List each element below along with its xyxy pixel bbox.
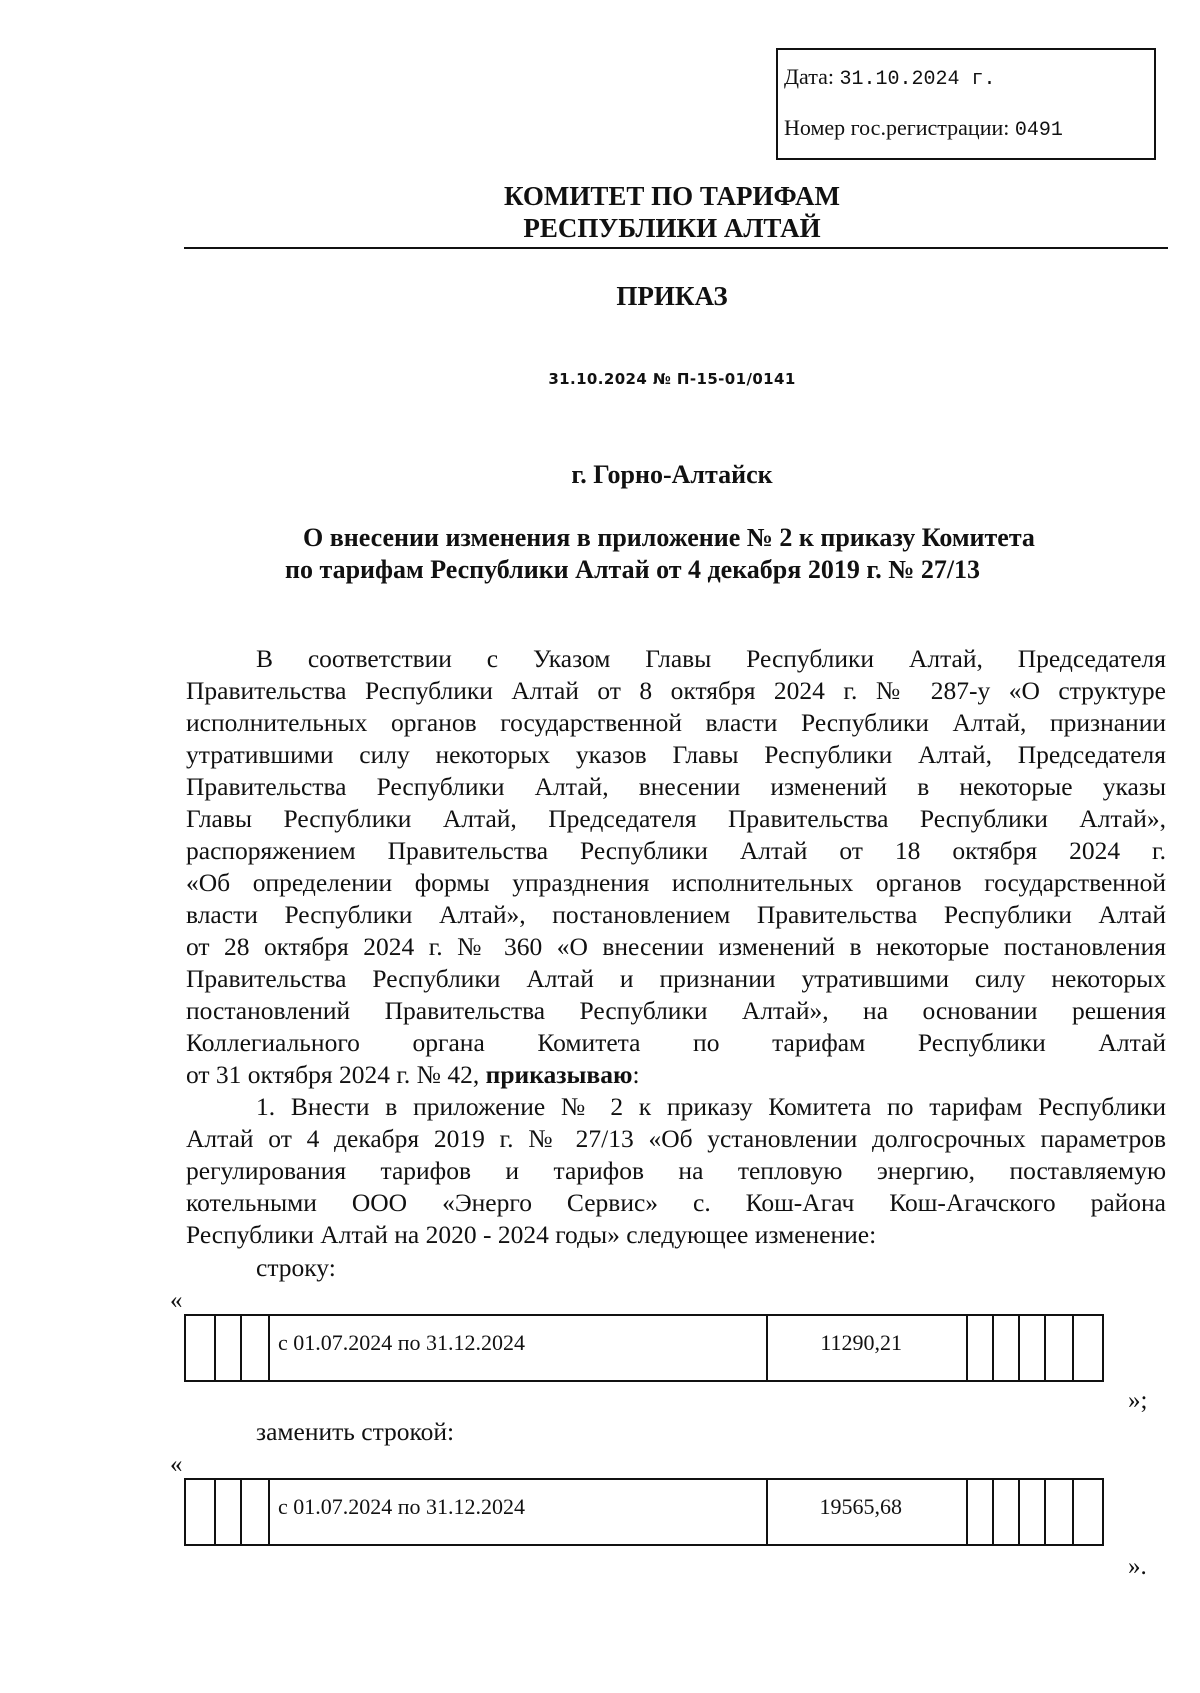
- column-divider: [766, 1316, 768, 1380]
- preamble-line: от 28 октября 2024 г. № 360 «О внесении изменений в некоторые постановления: [186, 932, 1166, 961]
- preamble-line: постановлений Правительства Республики Алтай», на основании решения: [186, 996, 1166, 1025]
- new-row-label: заменить строкой:: [256, 1417, 455, 1446]
- column-divider: [766, 1480, 768, 1544]
- document-number: 31.10.2024 № П-15-01/0141: [548, 370, 796, 388]
- org-name-line1: КОМИТЕТ ПО ТАРИФАМ: [503, 181, 841, 211]
- new-row-period: с 01.07.2024 по 31.12.2024: [278, 1494, 526, 1519]
- column-divider: [1072, 1480, 1074, 1544]
- preamble-line: распоряжением Правительства Республики Алтай от 18 октября 2024 г.: [186, 836, 1166, 865]
- preamble-line: Коллегиального органа Комитета по тарифам Республики Алтай: [186, 1028, 1166, 1057]
- column-divider: [240, 1316, 242, 1380]
- preamble-last-text: от 31 октября 2024 г. № 42,: [186, 1060, 486, 1089]
- item1-line: 1. Внести в приложение № 2 к приказу Комитета по тарифам Республики: [256, 1092, 1166, 1121]
- preamble-line: власти Республики Алтай», постановлением Правительства Республики Алтай: [186, 900, 1166, 929]
- subject-line2: по тарифам Республики Алтай от 4 декабря 2019 г. № 27/13: [285, 555, 981, 584]
- column-divider: [992, 1480, 994, 1544]
- old-row-quote-open: «: [170, 1287, 183, 1314]
- preamble-line: Главы Республики Алтай, Председателя Правительства Республики Алтай»,: [186, 804, 1166, 833]
- subject-line1: О внесении изменения в приложение № 2 к приказу Комитета: [303, 523, 1035, 552]
- document-title: ПРИКАЗ: [616, 281, 728, 311]
- preamble-last-line: [186, 1059, 1166, 1091]
- header-divider: [184, 247, 1168, 249]
- column-divider: [214, 1316, 216, 1380]
- column-divider: [1044, 1316, 1046, 1380]
- column-divider: [240, 1480, 242, 1544]
- org-name-line2: РЕСПУБЛИКИ АЛТАЙ: [523, 213, 821, 243]
- registration-number: [784, 115, 1063, 142]
- new-row-table: [184, 1478, 1104, 1546]
- registration-stamp: [776, 48, 1156, 160]
- column-divider: [992, 1316, 994, 1380]
- preamble-line: утратившими силу некоторых указов Главы Республики Алтай, Председателя: [186, 740, 1166, 769]
- column-divider: [1044, 1480, 1046, 1544]
- preamble-line: исполнительных органов государственной власти Республики Алтай, признании: [186, 708, 1166, 737]
- column-divider: [214, 1480, 216, 1544]
- registration-number-value: 0491: [1014, 119, 1063, 142]
- preamble-line: Правительства Республики Алтай от 8 октября 2024 г. № 287-у «О структуре: [186, 676, 1166, 705]
- column-divider: [1018, 1480, 1020, 1544]
- registration-date-label: Дата:: [784, 64, 834, 89]
- old-row-quote-close: »;: [1128, 1387, 1148, 1414]
- item1-line: Алтай от 4 декабря 2019 г. № 27/13 «Об установлении долгосрочных параметров: [186, 1124, 1166, 1153]
- old-row-table: [184, 1314, 1104, 1382]
- registration-number-label: Номер гос.регистрации:: [784, 115, 1010, 140]
- preamble-last-end: :: [632, 1060, 640, 1089]
- preamble-line: «Об определении формы упразднения исполнительных органов государственной: [186, 868, 1166, 897]
- item1-paragraph: [186, 1091, 1166, 1251]
- preamble-line: Правительства Республики Алтай, внесении изменений в некоторые указы: [186, 772, 1166, 801]
- old-row-value: 11290,21: [820, 1330, 902, 1355]
- column-divider: [1072, 1316, 1074, 1380]
- item1-line: котельными ООО «Энерго Сервис» с. Кош-Агач Кош-Агачского района: [186, 1188, 1166, 1217]
- column-divider: [268, 1316, 270, 1380]
- registration-date-value: 31.10.2024 г.: [839, 68, 996, 91]
- item1-last-line: Республики Алтай на 2020 - 2024 годы» следующее изменение:: [186, 1220, 877, 1249]
- preamble-line: Правительства Республики Алтай и признании утратившими силу некоторых: [186, 964, 1166, 993]
- old-row-label: строку:: [256, 1253, 336, 1282]
- column-divider: [268, 1480, 270, 1544]
- column-divider: [1018, 1316, 1020, 1380]
- registration-date: [784, 64, 996, 91]
- column-divider: [966, 1480, 968, 1544]
- old-row-period: с 01.07.2024 по 31.12.2024: [278, 1330, 526, 1355]
- column-divider: [966, 1316, 968, 1380]
- item1-line: регулирования тарифов и тарифов на тепловую энергию, поставляемую: [186, 1156, 1166, 1185]
- order-word: приказываю: [485, 1060, 633, 1089]
- preamble-line: В соответствии с Указом Главы Республики Алтай, Председателя: [256, 644, 1166, 673]
- preamble-paragraph: [186, 643, 1166, 1091]
- new-row-value: 19565,68: [819, 1494, 902, 1519]
- new-row-quote-close: ».: [1128, 1553, 1147, 1580]
- new-row-quote-open: «: [170, 1451, 183, 1478]
- city-name: г. Горно-Алтайск: [571, 460, 773, 489]
